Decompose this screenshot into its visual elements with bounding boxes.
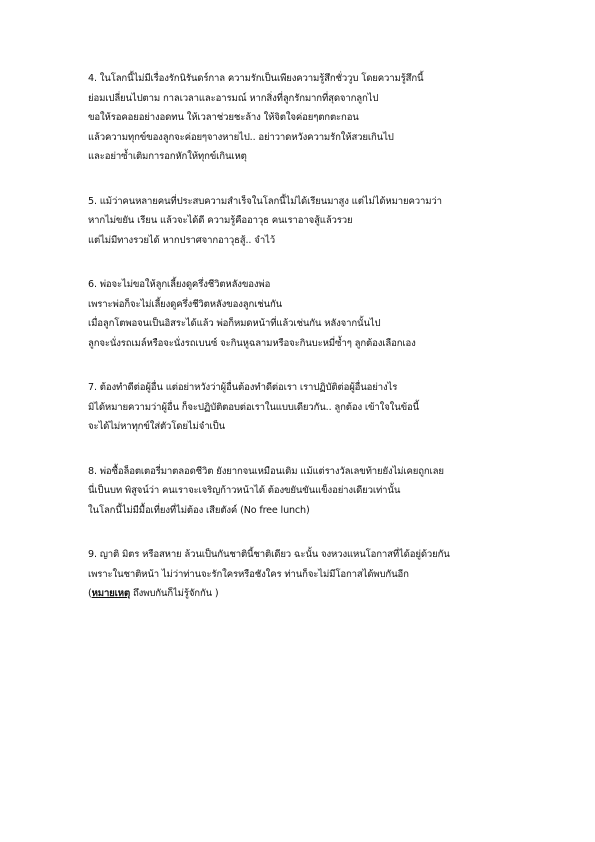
paragraph-7 [88,378,548,437]
note-text: ถึงพบกันก็ไม่รู้จักกัน ) [130,588,219,599]
paragraph-6 [88,275,548,353]
paragraph-line: มิได้หมายความว่าผู้อื่น ก็จะปฏิบัติตอบต่อเราในแบบเดียวกัน.. ลูกต้อง เข้าใจในข้อนี้ [88,401,420,413]
paragraph-line: ในโลกนี้ไม่มีมื้อเที่ยงที่ไม่ต้อง เสียตังค์ (No free lunch) [88,504,310,516]
paragraph-line: ย่อมเปลี่ยนไปตาม กาลเวลาและอารมณ์ หากสิ่งที่ลูกรักมากที่สุดจากลูกไป [88,92,379,104]
note-line [88,584,548,604]
paragraph-line: 5. แม้ว่าคนหลายคนที่ประสบความสำเร็จในโลกนี้ไม่ได้เรียนมาสูง แต่ไม่ได้หมายความว่า [88,195,442,207]
paragraph-line: เพราะพ่อก็จะไม่เลี้ยงดูครึ่งชีวิตหลังของลูกเช่นกัน [88,298,283,310]
document-body [88,69,548,629]
paragraph-line: และอย่าซ้ำเติมการอกหักให้ทุกข์เกินเหตุ [88,151,247,162]
paragraph-8 [88,462,548,521]
paragraph-line: เมื่อลูกโตพอจนเป็นอิสระได้แล้ว พ่อก็หมดหน้าที่แล้วเช่นกัน หลังจากนั้นไป [88,318,381,329]
paragraph-line: นี่เป็นบท พิสูจน์ว่า คนเราจะเจริญก้าวหน้าได้ ต้องขยันขันแข็งอย่างเดียวเท่านั้น [88,485,401,496]
paragraph-5 [88,192,548,251]
paragraph-line: 7. ต้องทำดีต่อผู้อื่น แต่อย่าหวังว่าผู้อื่นต้องทำดีต่อเรา เราปฏิบัติต่อผู้อื่นอย่างไร [88,382,398,393]
note-label: หมายเหตุ [91,588,131,599]
paragraph-9 [88,545,548,604]
paragraph-line: เพราะในชาติหน้า ไม่ว่าท่านจะรักใครหรือชังใคร ท่านก็จะไม่มีโอกาสได้พบกันอีก [88,568,409,580]
paragraph-line: แต่ไม่มีทางรวยได้ หากปราศจากอาวุธสู้.. จำไว้ [88,234,275,246]
paragraph-line: จะได้ไม่หาทุกข์ใส่ตัวโดยไม่จำเป็น [88,421,226,432]
paragraph-4 [88,69,548,167]
note-open-paren: ( [88,588,92,599]
paragraph-line: แล้วความทุกข์ของลูกจะค่อยๆจางหายไป.. อย่าวาดหวังความรักให้สวยเกินไป [88,131,394,143]
paragraph-line: ลูกจะนั่งรถเมล์หรือจะนั่งรถเบนซ์ จะกินหูฉลามหรือจะกินบะหมี่ซ้ำๆ ลูกต้องเลือกเอง [88,337,416,349]
paragraph-line: หากไม่ขยัน เรียน แล้วจะได้ดี ความรู้คืออาวุธ คนเราอาจสู้แล้วรวย [88,215,353,226]
paragraph-line: 9. ญาติ มิตร หรือสหาย ล้วนเป็นกันชาตินี้ชาติเดียว ฉะนั้น จงหวงแหนโอกาสที่ได้อยู่ด้วยกัน [88,549,450,560]
paragraph-line: 4. ในโลกนี้ไม่มีเรื่องรักนิรันดร์กาล ความรักเป็นเพียงความรู้สึกชั่ววูบ โดยความรู้สึกนี้ [88,73,424,84]
paragraph-line: 6. พ่อจะไม่ขอให้ลูกเลี้ยงดูครึ่งชีวิตหลังของพ่อ [88,279,271,290]
paragraph-line: 8. พ่อซื้อล็อตเตอรี่มาตลอดชีวิต ยังยากจนเหมือนเดิม แม้แต่รางวัลเลขท้ายยังไม่เคยถูกเลย [88,465,444,477]
paragraph-line: ขอให้รอคอยอย่างอดทน ให้เวลาช่วยชะล้าง ให้จิตใจค่อยๆตกตะกอน [88,112,359,123]
